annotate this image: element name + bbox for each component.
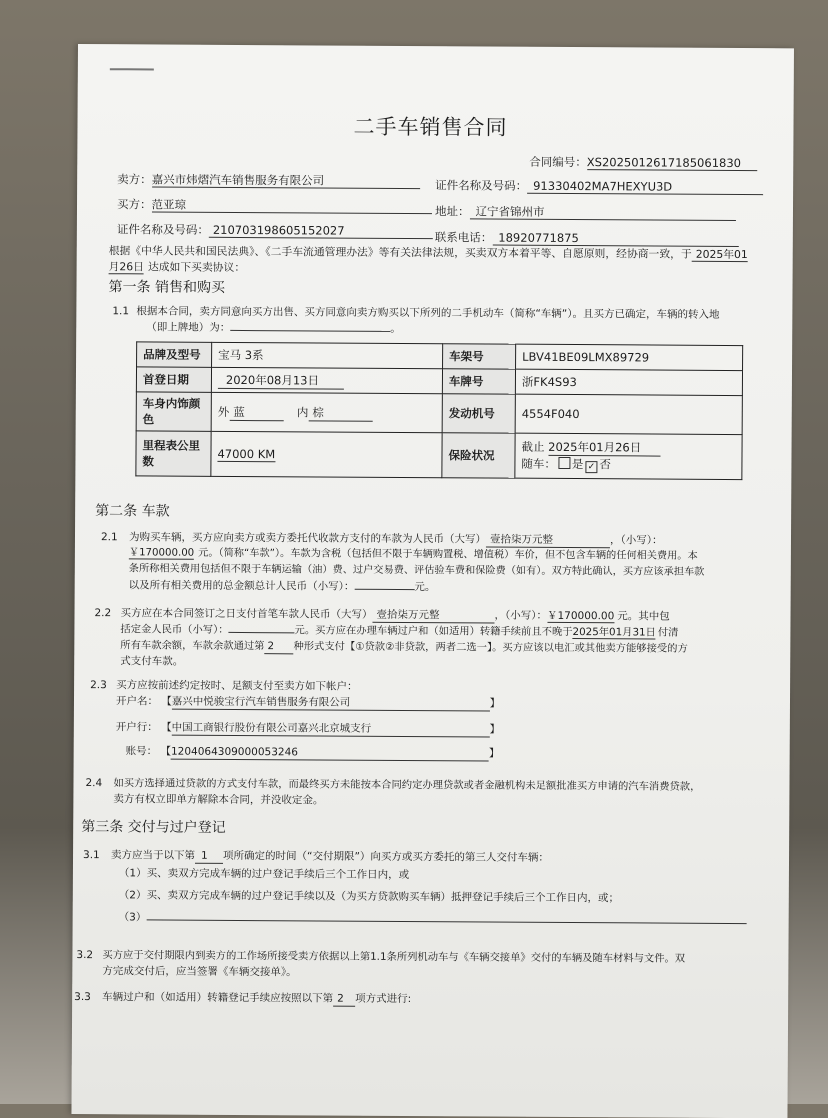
contract-page: [71, 44, 794, 1118]
seller-id-label: 证件名称及号码：: [435, 178, 528, 193]
bank-value: 中国工商银行股份有限公司嘉兴北京城支行: [172, 721, 490, 738]
clause-3-3-line-1: [102, 990, 411, 1007]
clause-1-1-text: 根据本合同，卖方同意向买方出售、买方同意向卖方购买以下所列的二手机动车（简称“车辆”）。且买方已确定，车辆的转入地: [136, 305, 720, 321]
buyer-phone-label: 联系电话：: [434, 230, 493, 245]
clause-2-2-line-2: [120, 622, 678, 639]
buyer-label: 买方：: [116, 197, 152, 212]
clause-3-3-text-b: 项方式进行:: [355, 992, 412, 1006]
clause-2-1-line-3: 条所称相关费用包括但不限于车辆运输（油）费、过户交易费、评估验车费和保险费（如有）。双方特此确认，买方应该承担车款: [128, 563, 705, 578]
price-uppercase: 壹拾柒万元整: [486, 533, 610, 549]
buyer-address-label: 地址：: [434, 204, 470, 219]
left-bracket: 【: [161, 721, 172, 734]
clause-2-2-text-h: 种形式支付【①贷款②非贷款，两者二选一】。买方应该以电汇或其他卖方能够接受的方: [293, 640, 688, 655]
account-name-row: [116, 694, 500, 711]
delivery-option-3-row: [119, 910, 747, 928]
left-bracket: 【: [160, 745, 172, 758]
insurance-with-prefix: 随车：: [521, 456, 556, 471]
first-payment-lowercase: ￥170000.00: [546, 609, 615, 623]
left-bracket: 【: [161, 695, 172, 708]
insurance-until-date: 2025年01月26日: [548, 439, 660, 457]
table-row: [136, 392, 742, 435]
clause-2-1-number: 2.1: [100, 531, 118, 544]
bank-label: 开户行：: [115, 721, 158, 734]
color-cell: [211, 392, 442, 432]
brand-value: 宝马 3系: [212, 342, 443, 368]
buyer-id-row: [117, 222, 433, 239]
checkbox-yes: [558, 457, 570, 469]
preamble-text-2: 达成如下买卖协议：: [147, 260, 246, 275]
buyer-address-value: 辽宁省锦州市: [469, 204, 735, 221]
color-label: 车身内饰颜色: [136, 392, 211, 431]
clause-2-2-text-e: 元。买方应在办理车辆过户和（如适用）转籍手续前且不晚于: [294, 624, 573, 639]
clause-2-2-text-c: 元。其中包: [617, 610, 670, 623]
exterior-color: 蓝: [229, 403, 283, 420]
insurance-yes-label: 是: [571, 457, 584, 472]
clause-2-2-line-3: [120, 638, 688, 656]
delivery-option-3: （3）: [118, 911, 147, 924]
contract-number-value: XS2025012617185061830: [587, 155, 757, 171]
price-lowercase: ￥170000.00: [128, 547, 195, 559]
engine-label: 发动机号: [442, 394, 515, 433]
interior-color: 棕: [308, 404, 372, 421]
payment-method-number: 2: [264, 639, 293, 654]
first-payment-uppercase: 壹拾柒万元整: [372, 608, 494, 624]
clause-2-2-text-a: 买方应在本合同签订之日支付首笔车款人民币（大写）: [120, 607, 373, 621]
clause-2-4-number: 2.4: [85, 777, 103, 790]
brand-label: 品牌及型号: [137, 342, 212, 367]
vehicle-info-table: [135, 341, 743, 480]
transfer-option-number: 2: [333, 992, 355, 1007]
clause-1-1-line-2: [146, 320, 401, 336]
clause-2-2-text-g: 所有车款余额，车款余款通过第: [120, 639, 265, 653]
reg-date-label: 首登日期: [136, 367, 211, 392]
checkbox-no: ✓: [585, 461, 597, 473]
page-title: 二手车销售合同: [353, 114, 508, 140]
insurance-with-car-row: [521, 456, 735, 474]
clause-1-1-number: 1.1: [112, 305, 130, 318]
preamble-date-part-2: 月26日: [108, 260, 145, 274]
right-bracket: 】: [489, 723, 501, 736]
seller-id-row: [435, 178, 763, 195]
contract-number-row: [529, 155, 757, 171]
clause-2-4-line-1: 如买方选择通过贷款的方式支付车款，而最终买方未能按本合同约定办理贷款或者金融机构未足额批准买方申请的汽车消费贷款，: [113, 777, 701, 793]
buyer-name: 范亚琼: [151, 197, 431, 214]
seller-row: [117, 172, 420, 189]
plate-value: 浙FK4S93: [515, 369, 742, 395]
clause-3-3-number: 3.3: [74, 990, 91, 1004]
seller-name: 嘉兴市炜熠汽车销售服务有限公司: [152, 172, 420, 189]
final-payment-date: 2025年01月31日: [572, 626, 656, 639]
account-number-value: 1204064309000053246: [171, 745, 489, 762]
staple-mark: [110, 68, 154, 70]
table-row: [136, 367, 742, 396]
clause-3-1-text-a: 卖方应当于以下第: [111, 849, 196, 862]
vin-value: LBV41BE09LMX89729: [516, 344, 743, 370]
deposit-blank: [229, 632, 295, 633]
clause-2-1-text-a: 为购买车辆，买方应向卖方或卖方委托代收款方支付的车款为人民币（大写）: [128, 531, 487, 546]
delivery-option-1: （1）买、卖双方完成车辆的过户登记手续后三个工作日内，或: [118, 867, 410, 882]
preamble-line-1: [109, 244, 748, 262]
reg-date-value: 2020年08月13日: [218, 371, 344, 389]
clause-2-1-text-e: 以及所有相关费用的总金额总计人民币（小写）：: [128, 579, 355, 593]
interior-prefix: 内: [296, 404, 309, 419]
clause-2-1-text-c: 元。（简称“车款”）。车款为含税（包括但不限于车辆购置税、增值税）车价，但不包含车辆的任何相关费用。本: [198, 547, 698, 562]
clause-3-2-line-1: 买方应于交付期限内到卖方的工作场所接受卖方依据以上第1.1条所列机动车与《车辆交接单》交付的车辆及随车材料与文件。双: [102, 949, 686, 965]
clause-3-1-number: 3.1: [83, 849, 100, 862]
buyer-id-value: 210703198605152027: [209, 223, 433, 239]
right-bracket: 】: [489, 697, 501, 710]
insurance-until-row: [521, 439, 735, 457]
clause-1-1-text-2: （即上牌地）为：: [146, 321, 231, 334]
buyer-id-label: 证件名称及号码：: [116, 222, 209, 237]
clause-2-1-line-2: [129, 546, 698, 563]
contract-number-label: 合同编号：: [529, 154, 587, 170]
bank-row: [116, 720, 500, 737]
account-number-label: 账号：: [125, 745, 158, 758]
seller-label: 卖方：: [117, 172, 152, 187]
total-amount-blank: [354, 589, 414, 590]
section-3-title: 第三条 交付与过户登记: [81, 819, 226, 836]
buyer-address-row: [435, 204, 736, 221]
clause-2-2-text-b: ，（小写）：: [494, 609, 548, 622]
clause-2-1-line-4: [129, 578, 436, 594]
section-1-title: 第一条 销售和购买: [108, 279, 226, 296]
table-row: [136, 431, 742, 480]
registration-place-blank: [230, 330, 390, 332]
clause-2-4-line-2: 卖方有权立即单方解除本合同，并没收定金。: [113, 793, 324, 807]
clause-2-1-text-f: 元。: [414, 581, 436, 594]
account-name-label: 开户名：: [115, 695, 159, 708]
clause-1-1-end: 。: [390, 322, 401, 335]
delivery-option-2: （2）买、卖双方完成车辆的过户登记手续以及（为买方贷款购买车辆）抵押登记手续后三个工作日内，或；: [118, 889, 620, 905]
insurance-until-prefix: 截止: [521, 439, 545, 454]
clause-2-2-text-d: 括定金人民币（小写）：: [120, 623, 229, 636]
buyer-phone-value: 18920771875: [492, 231, 738, 248]
insurance-cell: [515, 433, 742, 479]
account-number-row: [126, 744, 500, 761]
clause-2-1-text-b: ，（小写）：: [609, 534, 663, 547]
buyer-phone-row: [435, 230, 739, 247]
reg-date-cell: [211, 367, 442, 393]
right-bracket: 】: [488, 747, 500, 760]
preamble-line-2: [109, 260, 246, 275]
clause-2-2-line-4: 式支付车款。: [120, 655, 184, 668]
account-name-value: 嘉兴中悦骏宝行汽车销售服务有限公司: [172, 695, 490, 712]
plate-label: 车牌号: [442, 369, 515, 394]
section-2-title: 第二条 车款: [95, 503, 170, 520]
clause-2-3-number: 2.3: [90, 679, 107, 692]
delivery-option-3-blank: [146, 919, 746, 924]
clause-3-2-number: 3.2: [76, 949, 94, 962]
insurance-label: 保险状况: [442, 433, 515, 478]
seller-id-value: 91330402MA7HEXYU3D: [527, 179, 763, 195]
preamble-date-part-1: 2025年01: [692, 248, 748, 262]
delivery-option-number: 1: [195, 849, 223, 864]
clause-2-2-number: 2.2: [94, 607, 112, 620]
mileage-value: 47000 KM: [217, 446, 276, 461]
preamble-text: 根据《中华人民共和国民法典》、《二手车流通管理办法》等有关法律法规，买卖双方本着平等、自愿原则，经协商一致，于: [108, 244, 692, 261]
engine-value: 4554F040: [515, 394, 742, 434]
insurance-no-label: 否: [599, 457, 611, 472]
table-row: [137, 342, 743, 371]
clause-2-3-text: 买方应按前述约定按时、足额支付至卖方如下帐户：: [116, 679, 358, 693]
clause-3-2-line-2: 方完成交付后，应当签署《车辆交接单》。: [102, 965, 297, 979]
mileage-label: 里程表公里数: [136, 431, 211, 476]
exterior-prefix: 外: [217, 404, 230, 419]
vin-label: 车架号: [443, 344, 516, 369]
clause-3-1-text-b: 项所确定的时间（“交付期限”）向买方或买方委托的第三人交付车辆：: [223, 849, 549, 864]
clause-2-2-text-f: 付清: [657, 626, 679, 639]
clause-3-1-line-1: [111, 848, 549, 866]
buyer-row: [117, 197, 432, 214]
mileage-cell: [211, 431, 442, 477]
clause-3-3-text-a: 车辆过户和（如适用）转籍登记手续应按照以下第: [102, 991, 334, 1005]
